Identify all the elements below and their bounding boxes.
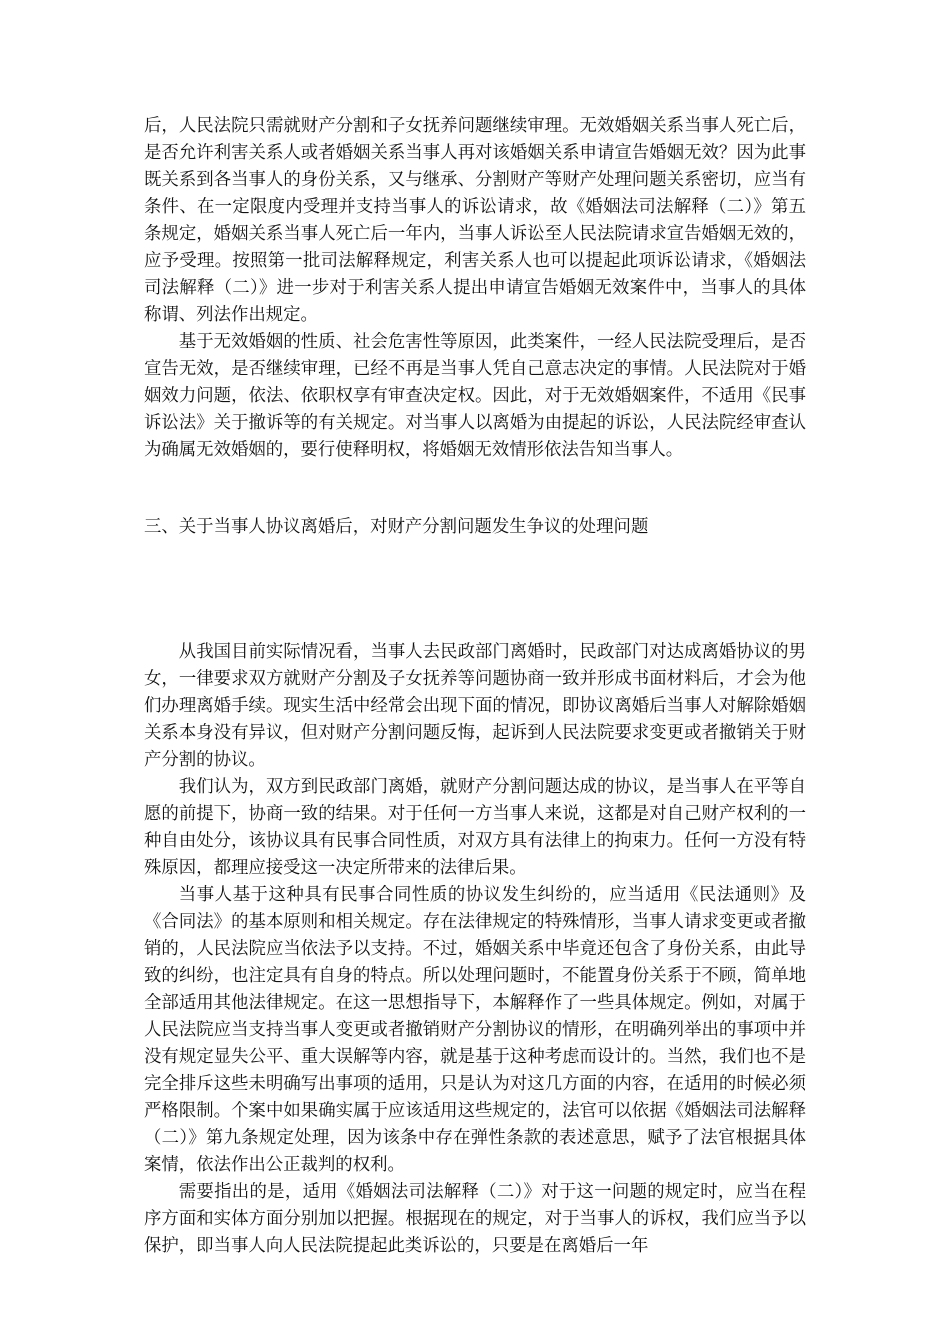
paragraph: 当事人基于这种具有民事合同性质的协议发生纠纷的，应当适用《民法通则》及《合同法》的基本原则和相关规定。存在法律规定的特殊情形，当事人请求变更或者撤销的，人民法院应当依法予以支持。不过，婚姻关系中毕竟还包含了身份关系，由此导致的纠纷，也注定具有自身的特点。所以处理问题时，不能置身份关系于不顾，简单地全部适用其他法律规定。在这一思想指导下，本解释作了一些具体规定。例如，对属于人民法院应当支持当事人变更或者撤销财产分割协议的情形，在明确列举出的事项中并没有规定显失公平、重大误解等内容，就是基于这种考虑而设计的。当然，我们也不是完全排斥这些未明确写出事项的适用，只是认为对这几方面的内容，在适用的时候必须严格限制。个案中如果确实属于应该适用这些规定的，法官可以依据《婚姻法司法解释（二）》第九条规定处理，因为该条中存在弹性条款的表述意思，赋予了法官根据具体案情，依法作出公正裁判的权利。 bbox=[144, 885, 806, 1175]
spacer bbox=[144, 541, 806, 639]
paragraph-continued: 后，人民法院只需就财产分割和子女抚养问题继续审理。无效婚姻关系当事人死亡后，是否允许利害关系人或者婚姻关系当事人再对该婚姻关系申请宣告婚姻无效？因为此事既关系到各当事人的身份关系，又与继承、分割财产等财产处理问题关系密切，应当有条件、在一定限度内受理并支持当事人的诉讼请求，故《婚姻法司法解释（二）》第五条规定，婚姻关系当事人死亡后一年内，当事人诉讼至人民法院请求宣告婚姻无效的，应予受理。按照第一批司法解释规定，利害关系人也可以提起此项诉讼请求，《婚姻法司法解释（二）》进一步对于利害关系人提出申请宣告婚姻无效案件中，当事人的具体称谓、列法作出规定。 bbox=[144, 116, 806, 325]
section-heading: 三、关于当事人协议离婚后，对财产分割问题发生争议的处理问题 bbox=[144, 517, 649, 537]
document-page bbox=[144, 113, 806, 1260]
paragraph: 需要指出的是，适用《婚姻法司法解释（二）》对于这一问题的规定时，应当在程序方面和实体方面分别加以把握。根据现在的规定，对于当事人的诉权，我们应当予以保护，即当事人向人民法院提起此类诉讼的，只要是在离婚后一年 bbox=[144, 1182, 806, 1256]
paragraph: 我们认为，双方到民政部门离婚，就财产分割问题达成的协议，是当事人在平等自愿的前提下，协商一致的结果。对于任何一方当事人来说，这都是对自己财产权利的一种自由处分，该协议具有民事合同性质，对双方具有法律上的拘束力。任何一方没有特殊原因，都理应接受这一决定所带来的法律后果。 bbox=[144, 777, 806, 878]
spacer bbox=[144, 464, 806, 514]
paragraph: 基于无效婚姻的性质、社会危害性等原因，此类案件，一经人民法院受理后，是否宣告无效，是否继续审理，已经不再是当事人凭自己意志决定的事情。人民法院对于婚姻效力问题，依法、依职权享有审查决定权。因此，对于无效婚姻案件，不适用《民事诉讼法》关于撤诉等的有关规定。对当事人以离婚为由提起的诉讼，人民法院经审查认为确属无效婚姻的，要行使释明权，将婚姻无效情形依法告知当事人。 bbox=[144, 332, 806, 460]
paragraph: 从我国目前实际情况看，当事人去民政部门离婚时，民政部门对达成离婚协议的男女，一律要求双方就财产分割及子女抚养等问题协商一致并形成书面材料后，才会为他们办理离婚手续。现实生活中经常会出现下面的情况，即协议离婚后当事人对解除婚姻关系本身没有异议，但对财产分割问题反悔，起诉到人民法院要求变更或者撤销关于财产分割的协议。 bbox=[144, 642, 806, 770]
